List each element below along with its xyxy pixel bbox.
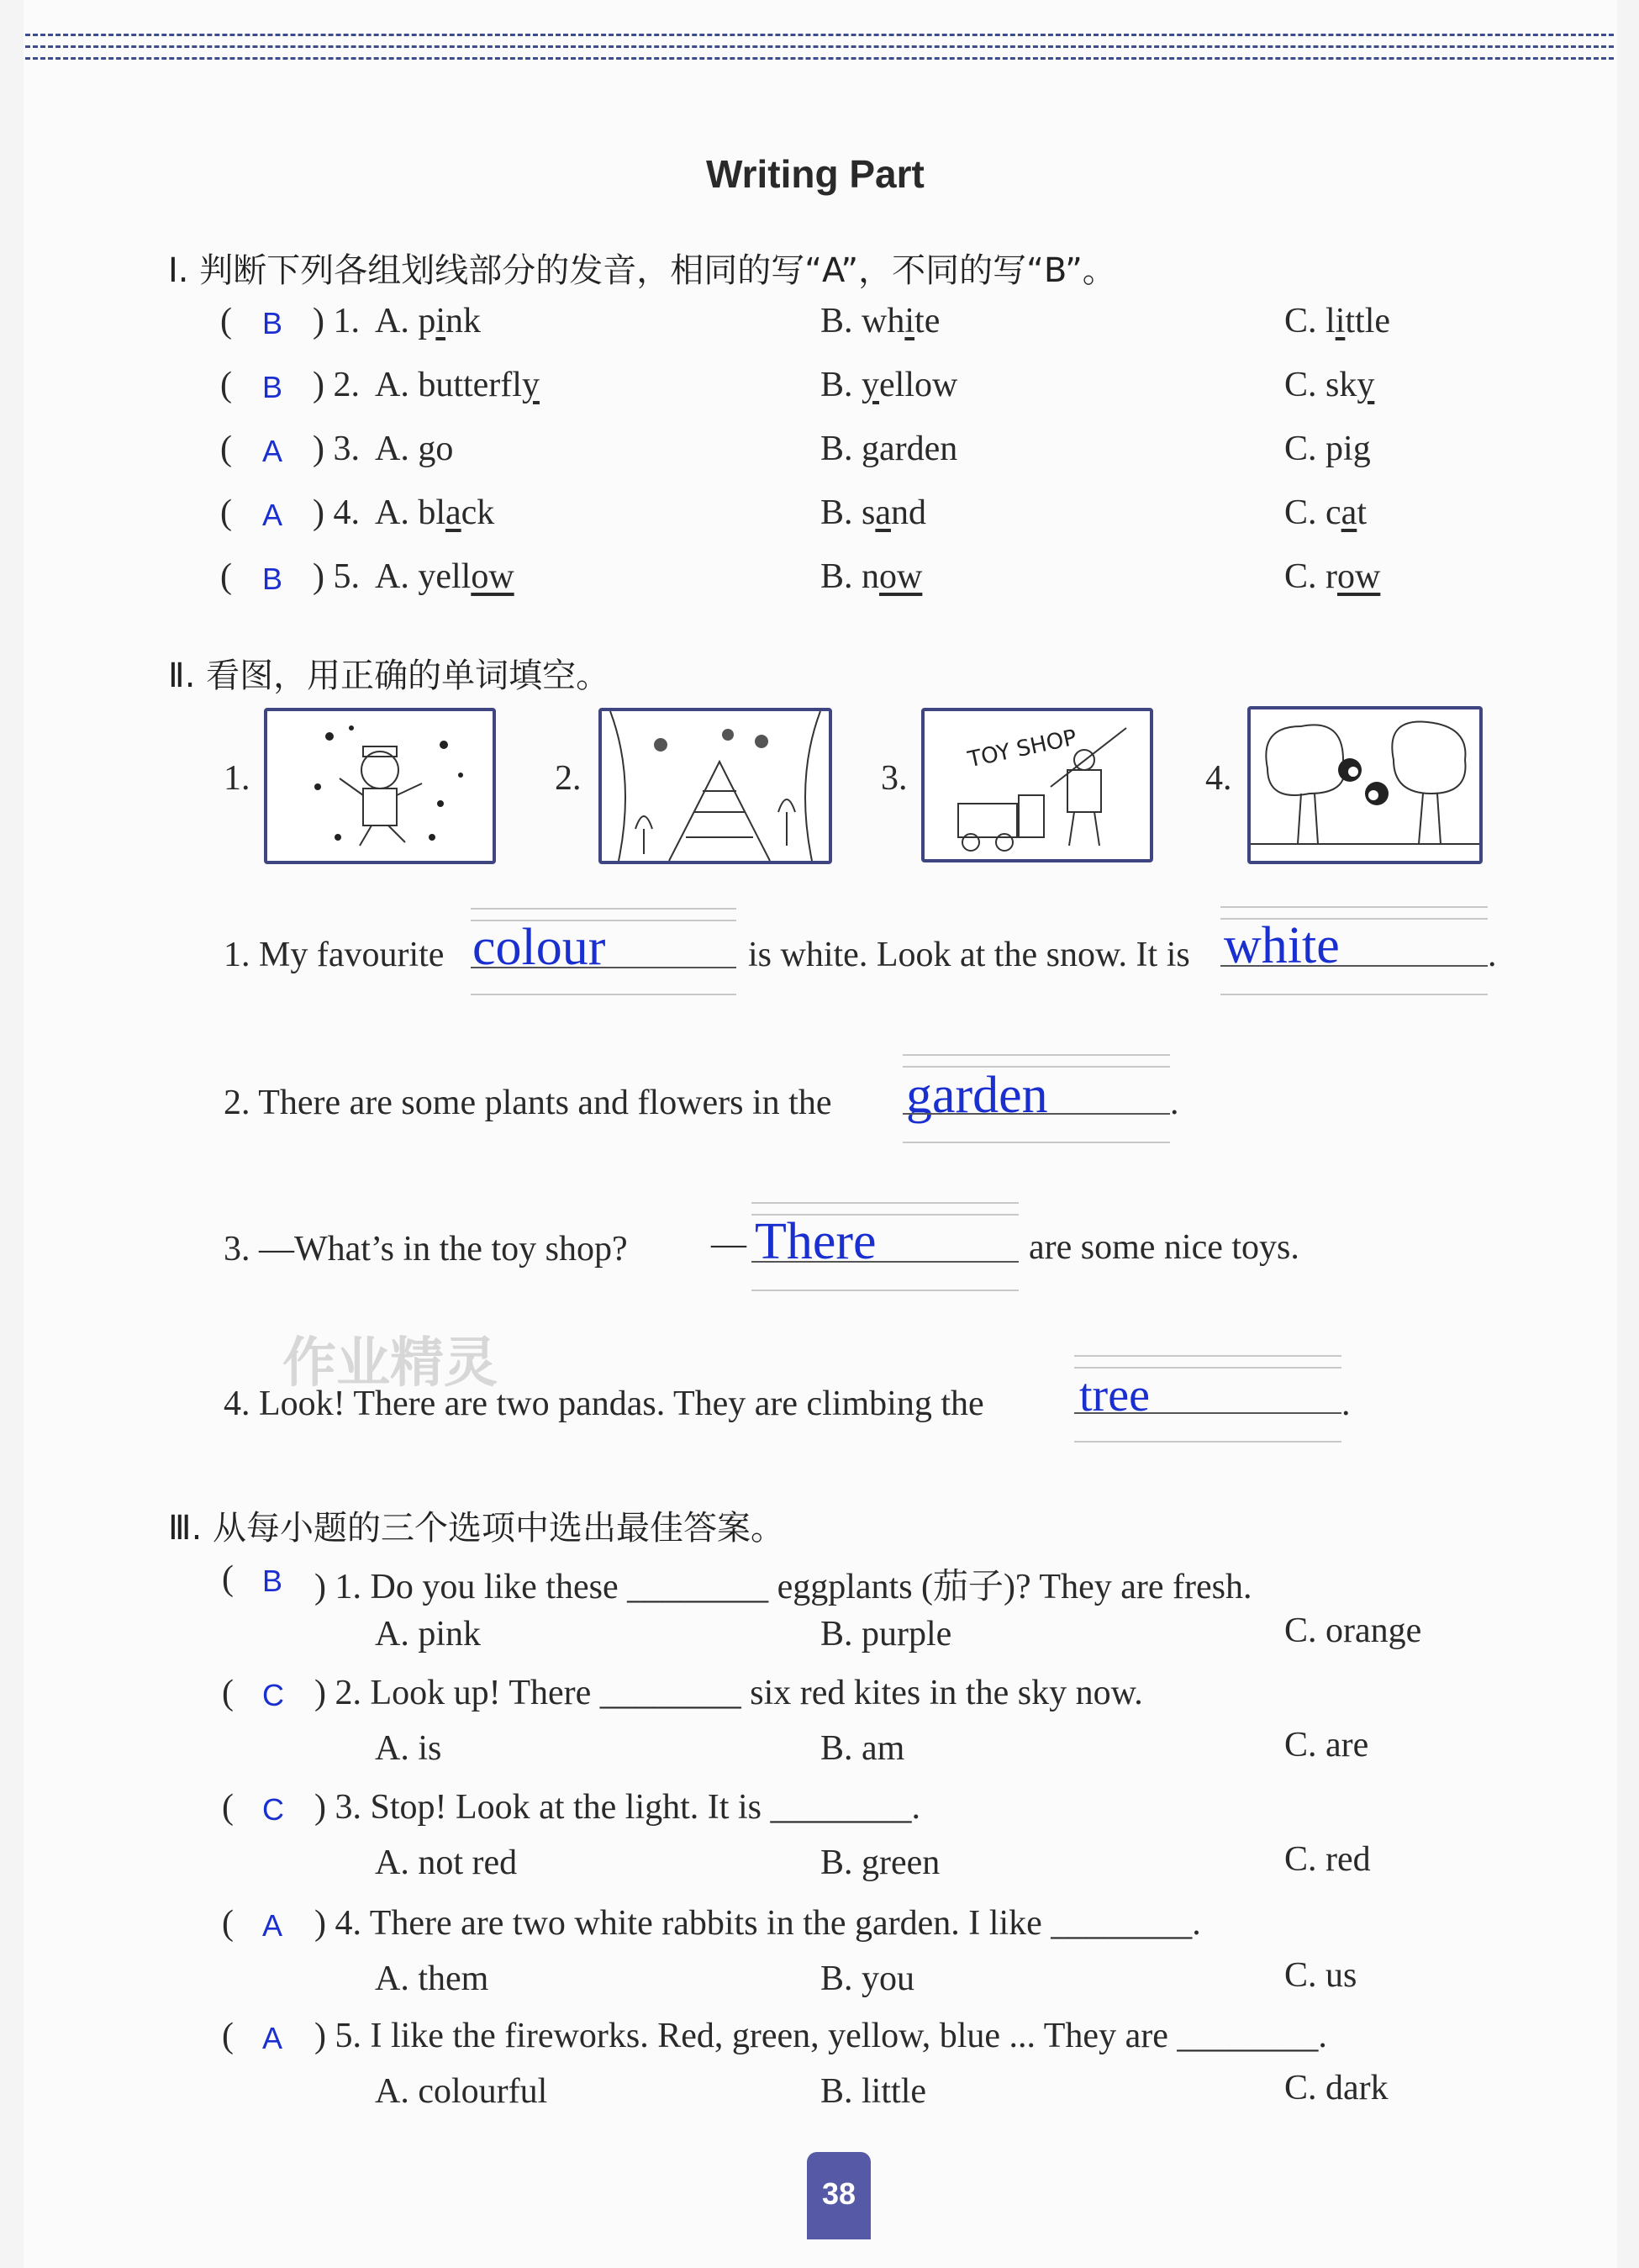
guide-line	[471, 994, 736, 995]
open-paren: (	[222, 2017, 234, 2055]
choice-b-2: B. am	[820, 1729, 905, 1768]
choice-answer-1[interactable]: B	[262, 1564, 283, 1598]
option-text: o	[435, 430, 454, 468]
picture-toy-shop	[921, 708, 1153, 862]
guide-line	[751, 1290, 1019, 1291]
option-a-4	[375, 493, 494, 533]
question-stem-1: ) 1. Do you like these ________ eggplants (茄子)? They are fresh.	[314, 1568, 1252, 1606]
option-text: t	[1357, 493, 1367, 532]
fill-sentence-1-end: .	[1488, 936, 1497, 974]
picture-pandas-tree	[1247, 706, 1483, 864]
section-2-heading: Ⅱ. 看图，用正确的单词填空。	[168, 657, 610, 695]
fill-sentence-1-part1: 1. My favourite	[224, 936, 445, 974]
page-number: 38	[807, 2152, 871, 2239]
option-text: B.	[820, 366, 862, 404]
underlined-sound: i	[904, 302, 915, 340]
answer-line	[903, 1113, 1170, 1115]
open-paren: (	[220, 430, 232, 468]
guide-line	[903, 1054, 1170, 1056]
choice-a-1: A. pink	[375, 1615, 481, 1654]
option-text: arden	[879, 430, 958, 468]
option-b-5	[820, 556, 922, 597]
fill-sentence-3-part1: 3. —What’s in the toy shop?	[224, 1230, 628, 1268]
option-c-1	[1284, 301, 1390, 341]
answer-line	[1074, 1412, 1341, 1414]
choice-c-1: C. orange	[1284, 1611, 1422, 1650]
question-number: ) 1.	[313, 302, 360, 340]
fill-sentence-4-part1: 4. Look! There are two pandas. They are climbing the	[224, 1385, 984, 1423]
option-text: A. yell	[375, 557, 472, 596]
option-text: A.	[375, 430, 419, 468]
question-number: ) 3.	[313, 430, 360, 468]
fill-answer-there[interactable]: There	[755, 1213, 877, 1270]
choice-a-2: A. is	[375, 1729, 442, 1768]
choice-a-5: A. colourful	[375, 2072, 548, 2111]
question-stem-2: ) 2. Look up! There ________ six red kites in the sky now.	[314, 1674, 1143, 1712]
choice-answer-2[interactable]: C	[262, 1678, 284, 1712]
choice-a-3: A. not red	[375, 1843, 518, 1882]
open-paren: (	[220, 493, 232, 532]
question-number: ) 2.	[313, 366, 360, 404]
option-c-3	[1284, 429, 1371, 469]
choice-c-2: C. are	[1284, 1726, 1369, 1764]
answer-line	[751, 1261, 1019, 1263]
option-b-2	[820, 365, 957, 405]
option-text: C. l	[1284, 302, 1336, 340]
option-b-4	[820, 493, 926, 533]
fill-sentence-1-part2: is white. Look at the snow. It is	[748, 936, 1190, 974]
guide-line	[1220, 994, 1488, 995]
option-text: A. butterfl	[375, 366, 522, 404]
choice-b-4: B. you	[820, 1959, 915, 1998]
option-text: C. c	[1284, 493, 1341, 532]
answer-line	[471, 967, 736, 968]
fill-answer-colour[interactable]: colour	[472, 919, 606, 976]
top-dashed-border	[25, 45, 1614, 48]
open-paren: (	[220, 302, 232, 340]
option-text: C. pi	[1284, 430, 1353, 468]
option-text: B.	[820, 430, 862, 468]
fill-answer-white[interactable]: white	[1224, 917, 1340, 974]
option-a-3	[375, 429, 453, 469]
open-paren: (	[222, 1674, 234, 1712]
fill-sentence-3-dash: —	[711, 1225, 746, 1263]
guide-line	[903, 1142, 1170, 1143]
section-3-heading: Ⅲ. 从每小题的三个选项中选出最佳答案。	[168, 1509, 785, 1548]
option-text: nd	[891, 493, 927, 532]
fill-sentence-3-part2: are some nice toys.	[1029, 1228, 1299, 1267]
choice-a-4: A. them	[375, 1959, 489, 1998]
section-1-heading: Ⅰ. 判断下列各组划线部分的发音，相同的写“A”，不同的写“B”。	[168, 251, 1116, 290]
choice-c-5: C. dark	[1284, 2069, 1389, 2107]
option-text: C. sk	[1284, 366, 1357, 404]
underlined-sound: a	[445, 493, 461, 532]
option-c-2	[1284, 365, 1374, 405]
open-paren: (	[220, 366, 232, 404]
guide-line	[1220, 906, 1488, 908]
picture-number: 2.	[555, 759, 582, 798]
question-number: ) 5.	[313, 557, 360, 596]
open-paren: (	[222, 1559, 234, 1598]
picture-garden	[598, 708, 832, 864]
underlined-sound: y	[1357, 366, 1375, 404]
question-number: ) 4.	[313, 493, 360, 532]
underlined-sound: g	[1352, 430, 1371, 468]
option-text: ellow	[879, 366, 958, 404]
question-stem-3: ) 3. Stop! Look at the light. It is ________.	[314, 1788, 920, 1827]
answer-line	[1220, 965, 1488, 967]
choice-b-5: B. little	[820, 2072, 926, 2111]
option-a-2	[375, 365, 540, 405]
answer-2[interactable]: B	[262, 370, 283, 404]
underlined-sound: a	[1341, 493, 1357, 532]
underlined-sound: ow	[879, 557, 923, 596]
fill-sentence-4-end: .	[1341, 1385, 1351, 1423]
underlined-sound: g	[418, 430, 436, 468]
option-c-4	[1284, 493, 1367, 533]
answer-3[interactable]: A	[262, 434, 283, 468]
answer-4[interactable]: A	[262, 498, 283, 532]
choice-b-3: B. green	[820, 1843, 941, 1882]
guide-line	[751, 1202, 1019, 1204]
question-stem-4: ) 4. There are two white rabbits in the garden. I like ________.	[314, 1904, 1201, 1943]
answer-1[interactable]: B	[262, 306, 283, 340]
choice-b-1: B. purple	[820, 1615, 952, 1654]
option-text: B. s	[820, 493, 876, 532]
guide-line	[1074, 1367, 1341, 1369]
open-paren: (	[220, 557, 232, 596]
choice-c-3: C. red	[1284, 1840, 1371, 1879]
question-stem-5: ) 5. I like the fireworks. Red, green, yellow, blue ... They are ________.	[314, 2017, 1327, 2055]
underlined-sound: ow	[471, 557, 514, 596]
fill-sentence-2-part1: 2. There are some plants and flowers in the	[224, 1084, 832, 1122]
underlined-sound: y	[862, 366, 880, 404]
underlined-sound: y	[521, 366, 540, 404]
open-paren: (	[222, 1904, 234, 1943]
fill-answer-garden[interactable]: garden	[906, 1067, 1048, 1124]
watermark: 作业精灵	[282, 1332, 498, 1395]
picture-number: 4.	[1205, 759, 1232, 798]
open-paren: (	[222, 1788, 234, 1827]
option-b-3	[820, 429, 957, 469]
choice-answer-3[interactable]: C	[262, 1792, 284, 1827]
option-a-1	[375, 301, 481, 341]
top-dashed-border	[25, 57, 1614, 60]
underlined-sound: a	[875, 493, 892, 532]
option-text: A. p	[375, 302, 436, 340]
top-dashed-border	[25, 34, 1614, 36]
option-text: nk	[445, 302, 482, 340]
shop-sign-text: TOY SHOP	[966, 725, 1079, 773]
guide-line	[1074, 1441, 1341, 1443]
choice-answer-4[interactable]: A	[262, 1908, 283, 1943]
underlined-sound: i	[435, 302, 446, 340]
page-title: Writing Part	[706, 152, 925, 196]
underlined-sound: g	[862, 430, 880, 468]
guide-line	[1074, 1355, 1341, 1357]
option-text: B. wh	[820, 302, 905, 340]
guide-line	[471, 908, 736, 910]
underlined-sound: ow	[1337, 557, 1381, 596]
fill-answer-tree[interactable]: tree	[1079, 1369, 1150, 1421]
option-text: C. r	[1284, 557, 1337, 596]
option-text: ttle	[1345, 302, 1391, 340]
choice-answer-5[interactable]: A	[262, 2021, 283, 2055]
underlined-sound: i	[1335, 302, 1346, 340]
option-text: B. n	[820, 557, 880, 596]
option-c-5	[1284, 556, 1380, 597]
option-b-1	[820, 301, 940, 341]
picture-number: 1.	[224, 759, 250, 798]
option-text: te	[914, 302, 941, 340]
picture-number: 3.	[881, 759, 908, 798]
picture-snowman-kid	[264, 708, 496, 864]
choice-c-4: C. us	[1284, 1956, 1357, 1995]
option-text: ck	[461, 493, 495, 532]
fill-sentence-2-end: .	[1170, 1084, 1179, 1122]
answer-5[interactable]: B	[262, 562, 283, 596]
option-a-5	[375, 556, 514, 597]
option-text: A. bl	[375, 493, 445, 532]
